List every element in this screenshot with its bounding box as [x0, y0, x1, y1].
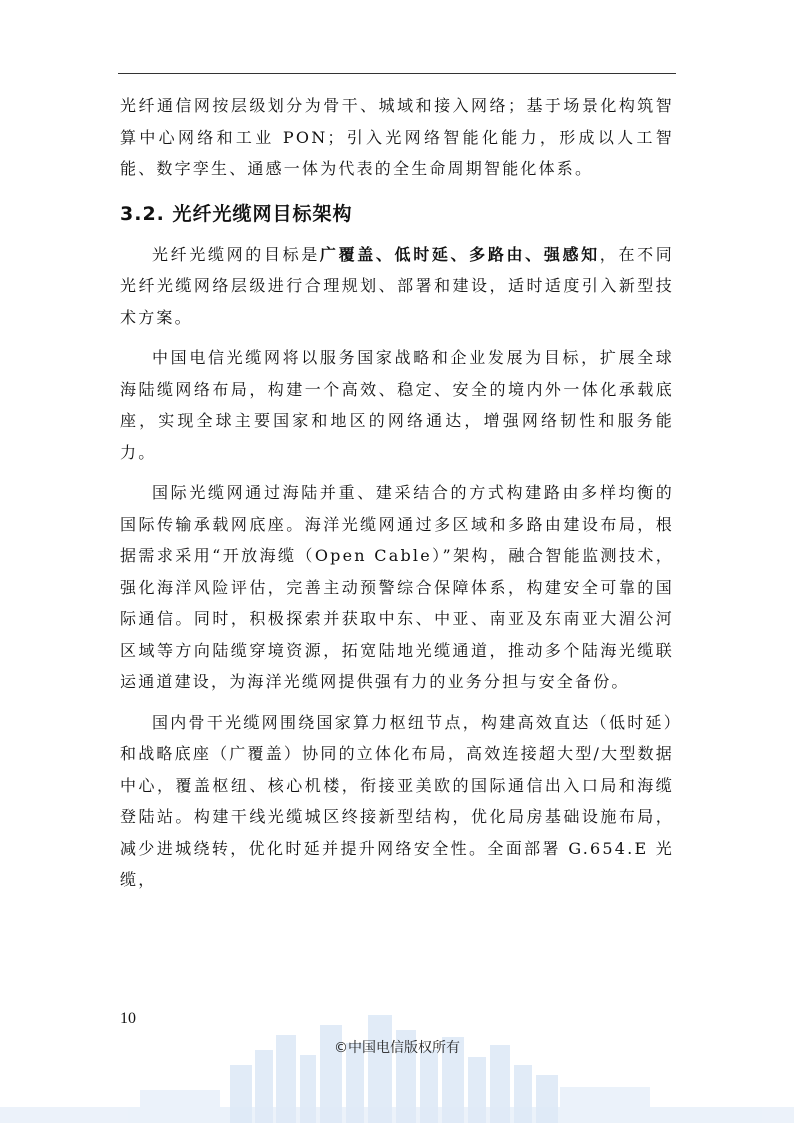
paragraph-2-emphasis: 广覆盖、低时延、多路由、强感知: [319, 244, 600, 264]
skyline-watermark: [0, 995, 794, 1123]
paragraph-4: 国际光缆网通过海陆并重、建采结合的方式构建路由多样均衡的国际传输承载网底座。海洋光缆网通过多区域和多路由建设布局，根据需求采用“开放海缆（Open Cable）”架构，融合智能监测技术，强化海洋风险评估，完善主动预警综合保障体系，构建安全可靠的国际通信。同时，积极探索并获取中东、中亚、南亚及东南亚大湄公河区域等方向陆缆穿境资源，拓宽陆地光缆通道，推动多个陆海光缆联运通道建设，为海洋光缆网提供强有力的业务分担与安全备份。: [120, 483, 674, 691]
document-body: [120, 90, 674, 905]
paragraph-1: 光纤通信网按层级划分为骨干、城域和接入网络；基于场景化构筑智算中心网络和工业 PON；引入光网络智能化能力，形成以人工智能、数字孪生、通感一体为代表的全生命周期智能化体系。: [120, 96, 674, 178]
paragraph-2-prefix: 光纤光缆网的目标是: [152, 244, 320, 264]
paragraph-2-suffix: ，在不同光纤光缆网络层级进行合理规划、部署和建设，适时适度引入新型技术方案。: [120, 244, 674, 327]
copyright-footer: ©中国电信版权所有: [334, 1040, 460, 1056]
paragraph-5: 国内骨干光缆网围绕国家算力枢纽节点，构建高效直达（低时延）和战略底座（广覆盖）协同的立体化布局，高效连接超大型/大型数据中心，覆盖枢纽、核心机楼，衔接亚美欧的国际通信出入口局和海缆登陆站。构建干线光缆城区终接新型结构，优化局房基础设施布局，减少进城绕转，优化时延并提升网络安全性。全面部署 G.654.E 光缆，: [120, 712, 674, 889]
header-rule: [118, 73, 676, 74]
page-number: 10: [120, 1010, 136, 1027]
section-heading: 3.2. 光纤光缆网目标架构: [120, 202, 353, 225]
paragraph-2: [120, 239, 674, 334]
paragraph-3: 中国电信光缆网将以服务国家战略和企业发展为目标，扩展全球海陆缆网络布局，构建一个高效、稳定、安全的境内外一体化承载底座，实现全球主要国家和地区的网络通达，增强网络韧性和服务能力。: [120, 348, 674, 462]
